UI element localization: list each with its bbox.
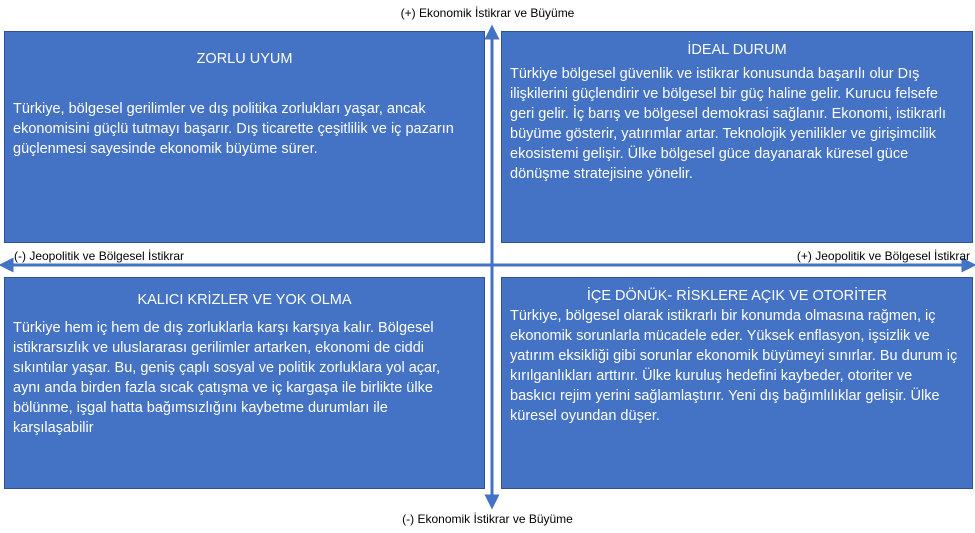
quadrant-title: ZORLU UYUM xyxy=(196,51,293,67)
quadrant-title: İDEAL DURUM xyxy=(687,42,787,58)
axis-label-left: (-) Jeopolitik ve Bölgesel İstikrar xyxy=(14,249,185,263)
quadrant-text: Türkiye, bölgesel olarak istikrarlı bir konumda olmasına rağmen, iç ekonomik sorunlarla mücadele eder. Yüksek enflasyon, işsizlik ve yatırım eksikliği gibi sorunlar ekonomik büyümeyi sınırlar. Bu durum iç kırılganlıkları arttırır. Ülke kuruluş hedefini kaybeder, otoriter ve baskıcı rejim yerini sağlamlaştırır. Yeni dış bağımlılıklar gelişir. Ülke küresel oyundan düşer. xyxy=(510,308,958,424)
quadrant-text: Türkiye hem iç hem de dış zorluklarla karşı karşıya kalır. Bölgesel istikrarsızlık ve uluslararası gerilimler artarken, ekonomi de ciddi sıkıntılar yaşar. Bu, geniş çaplı sosyal ve politik zorluklara yol açar, aynı anda birden fazla sıcak çatışma ve iç kargaşa ile birlikte ülke bölünme, işgal hatta bağımsızlığını kaybetme durumları ile karşılaşabilir xyxy=(13,320,441,436)
axis-label-top: (+) Ekonomik İstikrar ve Büyüme xyxy=(400,6,575,20)
quadrant-top-left xyxy=(4,31,485,243)
axis-label-right: (+) Jeopolitik ve Bölgesel İstikrar xyxy=(796,249,970,263)
quadrant-title: İÇE DÖNÜK- RİSKLERE AÇIK VE OTORİTER xyxy=(586,288,888,304)
quadrant-top-right xyxy=(501,31,973,243)
quadrant-bottom-right xyxy=(501,277,973,489)
quadrant-title: KALICI KRİZLER VE YOK OLMA xyxy=(137,292,352,308)
axis-label-bottom: (-) Ekonomik İstikrar ve Büyüme xyxy=(402,512,573,526)
quadrant-text: Türkiye bölgesel güvenlik ve istikrar konusunda başarılı olur Dış ilişkilerini güçlendirir ve bölgesel bir güç haline gelir. Kurucu felsefe geri gelir. İç barış ve bölgesel demokrasi sağlanır. Ekonomi, istikrarlı büyüme gösterir, yatırımlar artar. Teknolojik yenilikler ve girişimcilik ekosistemi gelişir. Ülke bölgesel güce dayanarak küresel güce dönüşme stratejisine yönelir. xyxy=(510,66,946,182)
quadrant-bottom-left xyxy=(4,277,485,489)
quadrant-text: Türkiye, bölgesel gerilimler ve dış politika zorlukları yaşar, ancak ekonomisini güçlü tutmayı başarır. Dış ticarette çeşitlilik ve iç pazarın güçlenmesi sayesinde ekonomik büyüme sürer. xyxy=(13,101,454,157)
